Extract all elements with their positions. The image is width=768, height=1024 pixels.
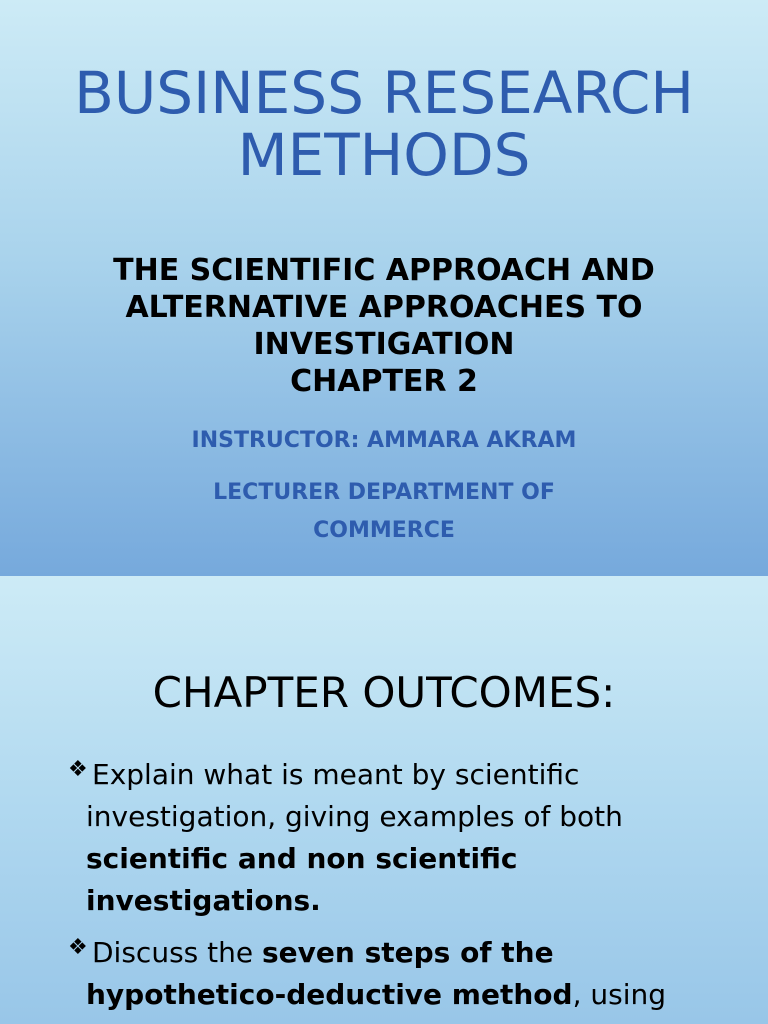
outcome-2-tail: , using <box>572 978 666 1011</box>
diamond-bullet-icon: ❖ <box>68 757 88 782</box>
subtitle-line-3: INVESTIGATION <box>253 327 515 362</box>
subtitle-line-1: THE SCIENTIFIC APPROACH AND <box>113 253 655 288</box>
diamond-bullet-icon: ❖ <box>68 935 88 960</box>
lecturer-line-1: LECTURER DEPARTMENT OF <box>213 480 555 505</box>
outcome-1-bold: scientific and non scientific investigations. <box>86 842 518 917</box>
outcome-2-bold: seven steps of the hypothetico-deductive method <box>86 936 573 1011</box>
slide-title-line-1: BUSINESS RESEARCH <box>74 59 694 127</box>
slide-subtitle <box>0 252 768 400</box>
slide-title-line-2: METHODS <box>237 121 531 189</box>
subtitle-line-2: ALTERNATIVE APPROACHES TO <box>125 290 643 325</box>
slide-title <box>0 59 768 189</box>
lecturer-title <box>0 474 768 550</box>
outcomes-title: CHAPTER OUTCOMES: <box>152 668 616 717</box>
lecturer-line-2: COMMERCE <box>313 518 455 543</box>
outcomes-list <box>64 754 724 1024</box>
outcome-item-2 <box>64 932 724 1016</box>
outcome-item-1 <box>64 754 724 922</box>
instructor-name: INSTRUCTOR: AMMARA AKRAM <box>191 428 577 453</box>
outcome-1-text: Explain what is meant by scientific investigation, giving examples of both <box>86 758 623 833</box>
subtitle-line-4: CHAPTER 2 <box>290 364 478 399</box>
outcomes-slide <box>0 576 768 1024</box>
outcome-2-text: Discuss the <box>92 936 262 969</box>
